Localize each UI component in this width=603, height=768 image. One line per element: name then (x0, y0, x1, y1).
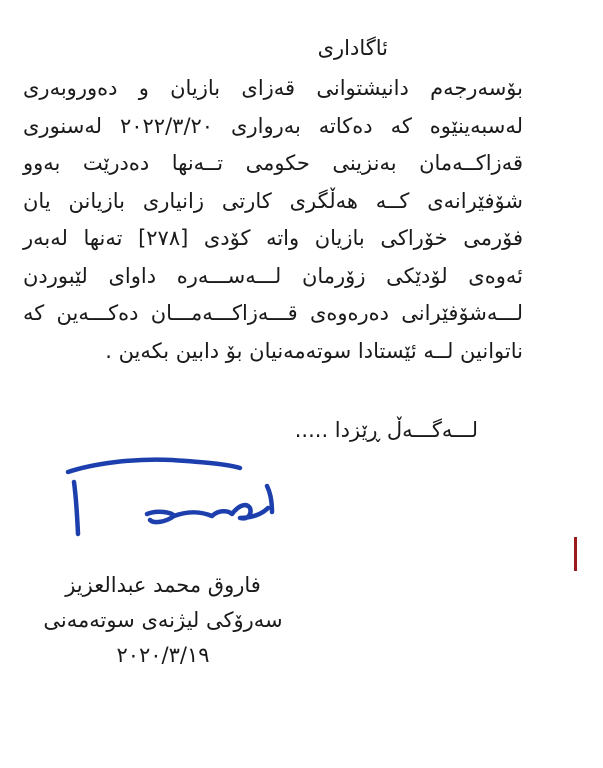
signer-position: سەرۆکی لیژنەی سوتەمەنی (43, 608, 283, 632)
body-line: ئەوەی لۆدێکی زۆرمان لـــەســـەرە داوای لێبوردن (23, 263, 523, 288)
body-line: بۆسەرجەم دانیشتوانی قەزای بازیان و دەوروبەری (23, 76, 523, 100)
notice-title: ئاگاداری (317, 36, 388, 60)
notice-date: ٢٠٢٠/٣/١٩ (116, 643, 210, 667)
red-ink-mark (574, 537, 577, 571)
body-line: لـــەشۆفێرانی دەرەوەی قـــەزاکـــەمـــان دەکـــەین کە (23, 301, 523, 325)
body-line: لەسبەینێوە کە دەکاتە بەرواری ٢٠٢٢/٣/٢٠ لەسنوری (23, 113, 523, 138)
handwritten-signature (62, 452, 292, 547)
signer-name: فاروق محمد عبدالعزیز (65, 573, 261, 597)
body-line: قەزاکــەمان بەنزینی حکومی تــەنها دەدرێت بەوو (23, 151, 523, 175)
signer-block (13, 568, 313, 673)
body-line: شۆفێرانەی کــە هەڵگری کارتی زانیاری بازیانن یان (23, 188, 523, 213)
body-line: فۆرمی خۆراکی بازیان واتە کۆدی [٢٧٨] تەنها لەبەر (23, 226, 523, 250)
body-line: ناتوانین لــە ئێستادا سوتەمەنیان بۆ دابین بکەین . (105, 338, 523, 363)
closing-salutation: لـــەگـــەڵ ڕێزدا ..... (294, 418, 478, 442)
notice-body (23, 70, 523, 370)
